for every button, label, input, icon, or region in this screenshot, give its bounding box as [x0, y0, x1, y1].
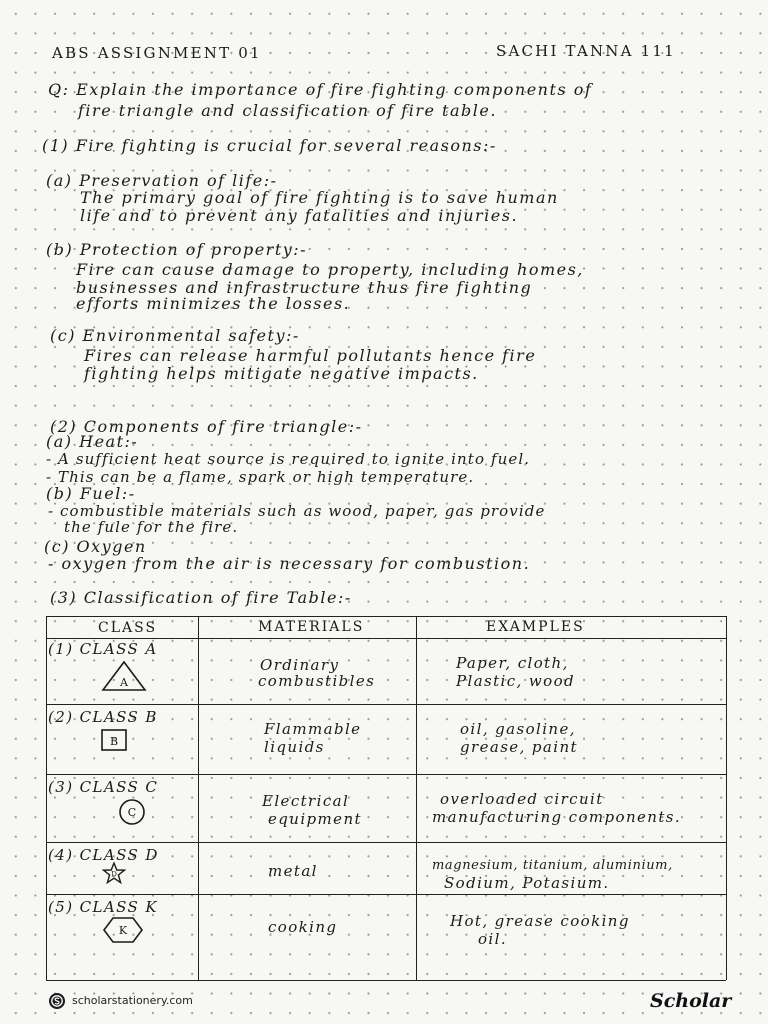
section-2a-title: (a) Heat:- [46, 432, 139, 451]
section-2c-title: (c) Oxygen [44, 537, 147, 556]
footer-website: scholarstationery.com [72, 994, 193, 1007]
student-name: SACHI TANNA 111 [496, 42, 676, 60]
class-a-material-1: Ordinary [260, 656, 340, 674]
section-1b-line-3: efforts minimizes the losses. [76, 294, 351, 313]
class-c-material-1: Electrical [262, 792, 350, 810]
section-1b-line-2: businesses and infrastructure thus fire fighting [76, 278, 533, 297]
table-rule-bottom [46, 980, 726, 981]
scholar-logo-icon [48, 992, 66, 1010]
class-b-material-2: liquids [264, 738, 325, 756]
triangle-icon [100, 660, 148, 692]
table-header-class: CLASS [98, 620, 158, 636]
section-2a-line-2: - This can be a flame, spark or high temperature. [46, 468, 475, 486]
class-c-material-2: equipment [268, 810, 362, 828]
section-2b-title: (b) Fuel:- [46, 484, 136, 503]
table-rule-row-2 [46, 774, 726, 775]
section-1c-line-2: fighting helps mitigate negative impacts. [84, 364, 479, 383]
class-c-symbol: C [127, 806, 137, 819]
section-2a-line-1: - A sufficient heat source is required to ignite into fuel. [46, 450, 531, 468]
table-rule-row-1 [46, 704, 726, 705]
star-icon [102, 862, 126, 884]
table-rule-top [46, 616, 726, 617]
section-1c-title: (c) Environmental safety:- [50, 326, 300, 345]
class-d-example-2: Sodium, Potasium. [444, 874, 610, 892]
section-1a-title: (a) Preservation of life:- [46, 171, 278, 190]
square-icon [100, 728, 128, 752]
class-b-material-1: Flammable [264, 720, 362, 738]
section-1c-line-1: Fires can release harmful pollutants hence fire [84, 346, 537, 365]
class-k-symbol: K [118, 924, 128, 937]
class-a-example-2: Plastic, wood [456, 672, 575, 690]
class-c-example-2: manufacturing components. [432, 808, 682, 826]
class-c-example-1: overloaded circuit [440, 790, 604, 808]
section-2b-line-1: - combustible materials such as wood, paper, gas provide [48, 502, 546, 520]
hexagon-icon [102, 916, 144, 944]
section-1b-line-1: Fire can cause damage to property, including homes, [76, 260, 584, 279]
class-c-label: (3) CLASS C [48, 778, 159, 796]
class-k-label: (5) CLASS K [48, 898, 158, 916]
class-a-example-1: Paper, cloth, [456, 654, 569, 672]
class-b-symbol: B [109, 735, 119, 748]
class-d-label: (4) CLASS D [48, 846, 159, 864]
assignment-title: ABS ASSIGNMENT 01 [52, 44, 262, 62]
question-line-2: fire triangle and classification of fire table. [78, 101, 497, 120]
section-2c-line-1: - oxygen from the air is necessary for combustion. [48, 554, 531, 573]
class-b-label: (2) CLASS B [48, 708, 158, 726]
class-b-example-1: oil, gasoline, [460, 720, 576, 738]
fire-classification-table [46, 616, 726, 982]
section-1a-line-2: life and to prevent any fatalities and injuries. [80, 206, 519, 225]
section-1a-line-1: The primary goal of fire fighting is to save human [80, 188, 559, 207]
table-rule-row-3 [46, 842, 726, 843]
class-a-material-2: combustibles [258, 672, 376, 690]
class-a-symbol: A [120, 676, 128, 689]
class-a-label: (1) CLASS A [48, 640, 158, 658]
table-rule-left [46, 616, 47, 980]
table-rule-right [726, 616, 727, 980]
section-2-title: (2) Components of fire triangle:- [50, 417, 363, 436]
table-header-materials: MATERIALS [258, 619, 365, 635]
brand-logo-text: Scholar [650, 990, 732, 1012]
section-1-title: (1) Fire fighting is crucial for several reasons:- [42, 136, 497, 155]
question-line-1: Q: Explain the importance of fire fighting components of [48, 80, 593, 99]
circle-icon [118, 798, 146, 826]
table-rule-row-4 [46, 894, 726, 895]
class-d-material-1: metal [268, 862, 318, 880]
class-d-example-1: magnesium, titanium, aluminium, [432, 858, 673, 873]
table-rule-col-2 [416, 616, 417, 980]
section-3-title: (3) Classification of fire Table:- [50, 588, 352, 607]
table-header-examples: EXAMPLES [486, 619, 585, 635]
class-k-example-1: Hot, grease cooking [450, 912, 630, 930]
table-rule-col-1 [198, 616, 199, 980]
table-rule-header [46, 638, 726, 639]
section-2b-line-2: the fule for the fire. [64, 518, 239, 536]
section-1b-title: (b) Protection of property:- [46, 240, 308, 259]
class-d-symbol: D [111, 870, 117, 879]
class-b-example-2: grease, paint [460, 738, 578, 756]
class-k-material-1: cooking [268, 918, 338, 936]
class-k-example-2: oil. [478, 930, 507, 948]
